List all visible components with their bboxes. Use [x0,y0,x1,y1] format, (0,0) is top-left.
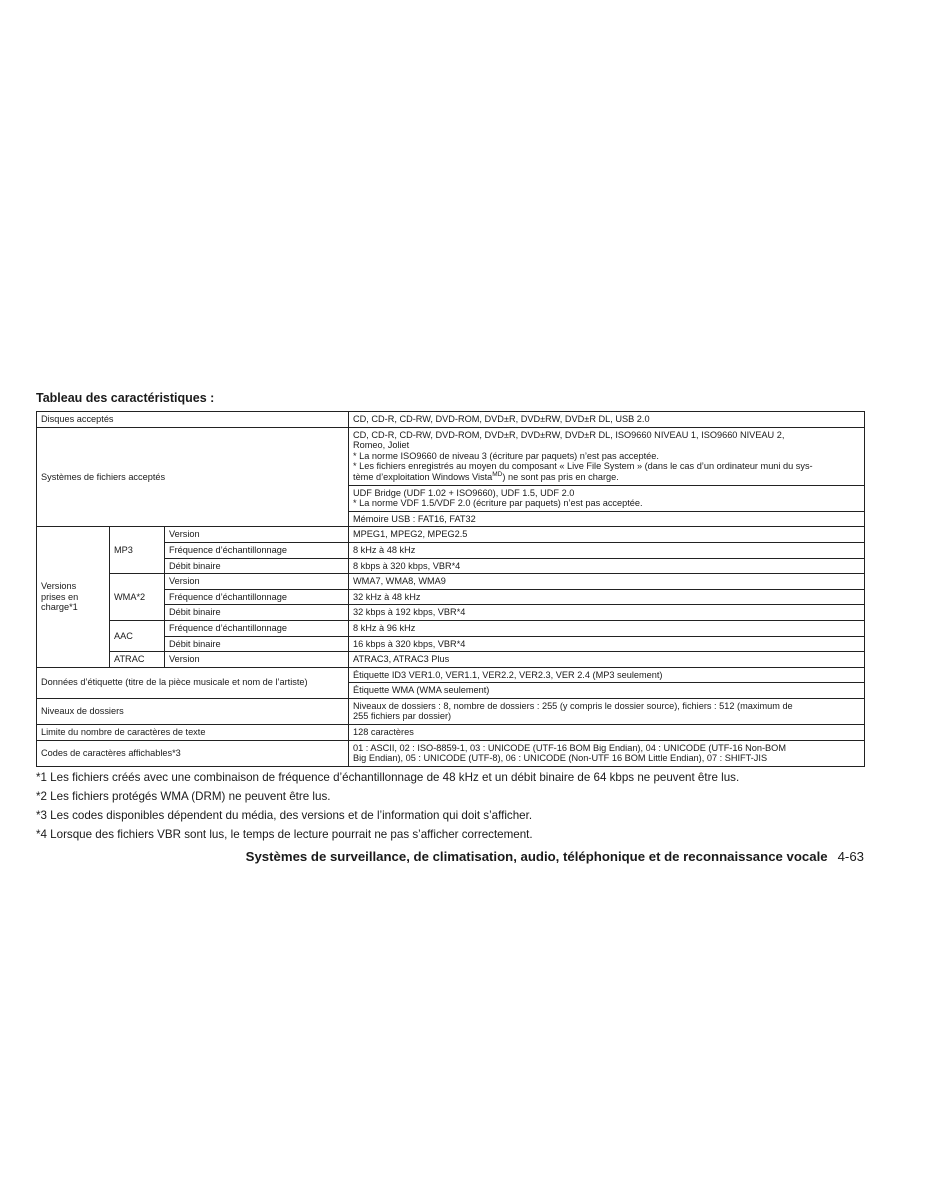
table-row-mp3-version [37,527,865,543]
row-value: Étiquette WMA (WMA seulement) [349,683,865,699]
footnote-1: *1 Les fichiers créés avec une combinaison de fréquence d’échantillonnage de 48 kHz et un débit binaire de 64 kbps ne peuvent être lus. [36,771,740,784]
param-cell: Version [165,527,349,543]
versions-label [37,527,110,667]
specifications-table [36,411,865,767]
page-number: 4-63 [837,849,864,864]
value-cell: 16 kbps à 320 kbps, VBR*4 [349,636,865,652]
value-cell: 8 kHz à 96 kHz [349,620,865,636]
param-cell: Débit binaire [165,605,349,621]
param-cell: Version [165,652,349,668]
table-row-niveaux [37,698,865,724]
param-cell: Version [165,574,349,590]
table-row-aac-frequence [37,620,865,636]
row-value: Mémoire USB : FAT16, FAT32 [349,511,865,527]
table-row-limite [37,725,865,741]
row-label: Niveaux de dossiers [37,698,349,724]
value-cell: 32 kbps à 192 kbps, VBR*4 [349,605,865,621]
trademark-superscript: MD [492,470,503,478]
row-value [349,698,865,724]
section-title: Systèmes de surveillance, de climatisation, audio, téléphonique et de reconnaissance vocale [245,849,828,864]
row-value: CD, CD-R, CD-RW, DVD-ROM, DVD±R, DVD±RW, DVD±R DL, USB 2.0 [349,412,865,428]
footnote-4: *4 Lorsque des fichiers VBR sont lus, le temps de lecture pourrait ne pas s’afficher correctement. [36,828,533,841]
table-row-etiquette-id3 [37,667,865,683]
param-cell: Fréquence d’échantillonnage [165,542,349,558]
text-fragment: ) ne sont pas pris en charge. [502,471,619,482]
row-label: Disques acceptés [37,412,349,428]
text-line: Niveaux de dossiers : 8, nombre de dossiers : 255 (y compris le dossier source), fichiers : 512 (maximum de [353,700,793,711]
table-row-disques [37,412,865,428]
table-row-fichiers [37,427,865,485]
row-value: 128 caractères [349,725,865,741]
text-line: Versions [41,581,77,592]
row-label: Systèmes de fichiers acceptés [37,427,349,527]
text-line: * La norme VDF 1.5/VDF 2.0 (écriture par paquets) n’est pas acceptée. [353,498,643,509]
text-line: * La norme ISO9660 de niveau 3 (écriture par paquets) n’est pas acceptée. [353,450,659,461]
row-label: Données d’étiquette (titre de la pièce musicale et nom de l’artiste) [37,667,349,698]
param-cell: Débit binaire [165,636,349,652]
text-fragment: tème d’exploitation Windows Vista [353,471,493,482]
footnote-3: *3 Les codes disponibles dépendent du média, des versions et de l’information qui doit s’afficher. [36,809,533,822]
text-line: prises en [41,591,79,602]
text-line: * Les fichiers enregistrés au moyen du composant « Live File System » (dans le cas d’un ordinateur muni du sys- [353,461,813,472]
table-row-wma-version [37,574,865,590]
param-cell: Débit binaire [165,558,349,574]
value-cell: MPEG1, MPEG2, MPEG2.5 [349,527,865,543]
codec-mp3: MP3 [110,527,165,574]
footnote-2: *2 Les fichiers protégés WMA (DRM) ne peuvent être lus. [36,790,331,803]
text-line [353,472,860,483]
table-title: Tableau des caractéristiques : [36,391,215,405]
param-cell: Fréquence d’échantillonnage [165,589,349,605]
codec-atrac: ATRAC [110,652,165,668]
table-row-codes [37,740,865,766]
text-line: UDF Bridge (UDF 1.02 + ISO9660), UDF 1.5, UDF 2.0 [353,487,575,498]
codec-aac: AAC [110,620,165,651]
row-value [349,485,865,511]
text-line: 01 : ASCII, 02 : ISO-8859-1, 03 : UNICODE (UTF-16 BOM Big Endian), 04 : UNICODE (UTF-16 Non-BOM [353,742,786,753]
value-cell: 32 kHz à 48 kHz [349,589,865,605]
text-line: Romeo, Joliet [353,440,410,451]
row-value [349,427,865,485]
value-cell: ATRAC3, ATRAC3 Plus [349,652,865,668]
value-cell: WMA7, WMA8, WMA9 [349,574,865,590]
row-label: Limite du nombre de caractères de texte [37,725,349,741]
codec-wma: WMA*2 [110,574,165,621]
param-cell: Fréquence d’échantillonnage [165,620,349,636]
value-cell: 8 kbps à 320 kbps, VBR*4 [349,558,865,574]
text-line: charge*1 [41,602,78,613]
row-label: Codes de caractères affichables*3 [37,740,349,766]
text-line: 255 fichiers par dossier) [353,711,452,722]
value-cell: 8 kHz à 48 kHz [349,542,865,558]
row-value: Étiquette ID3 VER1.0, VER1.1, VER2.2, VER2.3, VER 2.4 (MP3 seulement) [349,667,865,683]
text-line: CD, CD-R, CD-RW, DVD-ROM, DVD±R, DVD±RW, DVD±R DL, ISO9660 NIVEAU 1, ISO9660 NIVEAU 2, [353,429,785,440]
text-line: Big Endian), 05 : UNICODE (UTF-8), 06 : UNICODE (Non-UTF 16 BOM Little Endian), 07 : SHIFT-JIS [353,753,768,764]
table-row-atrac-version [37,652,865,668]
row-value [349,740,865,766]
page-footer [246,849,864,864]
